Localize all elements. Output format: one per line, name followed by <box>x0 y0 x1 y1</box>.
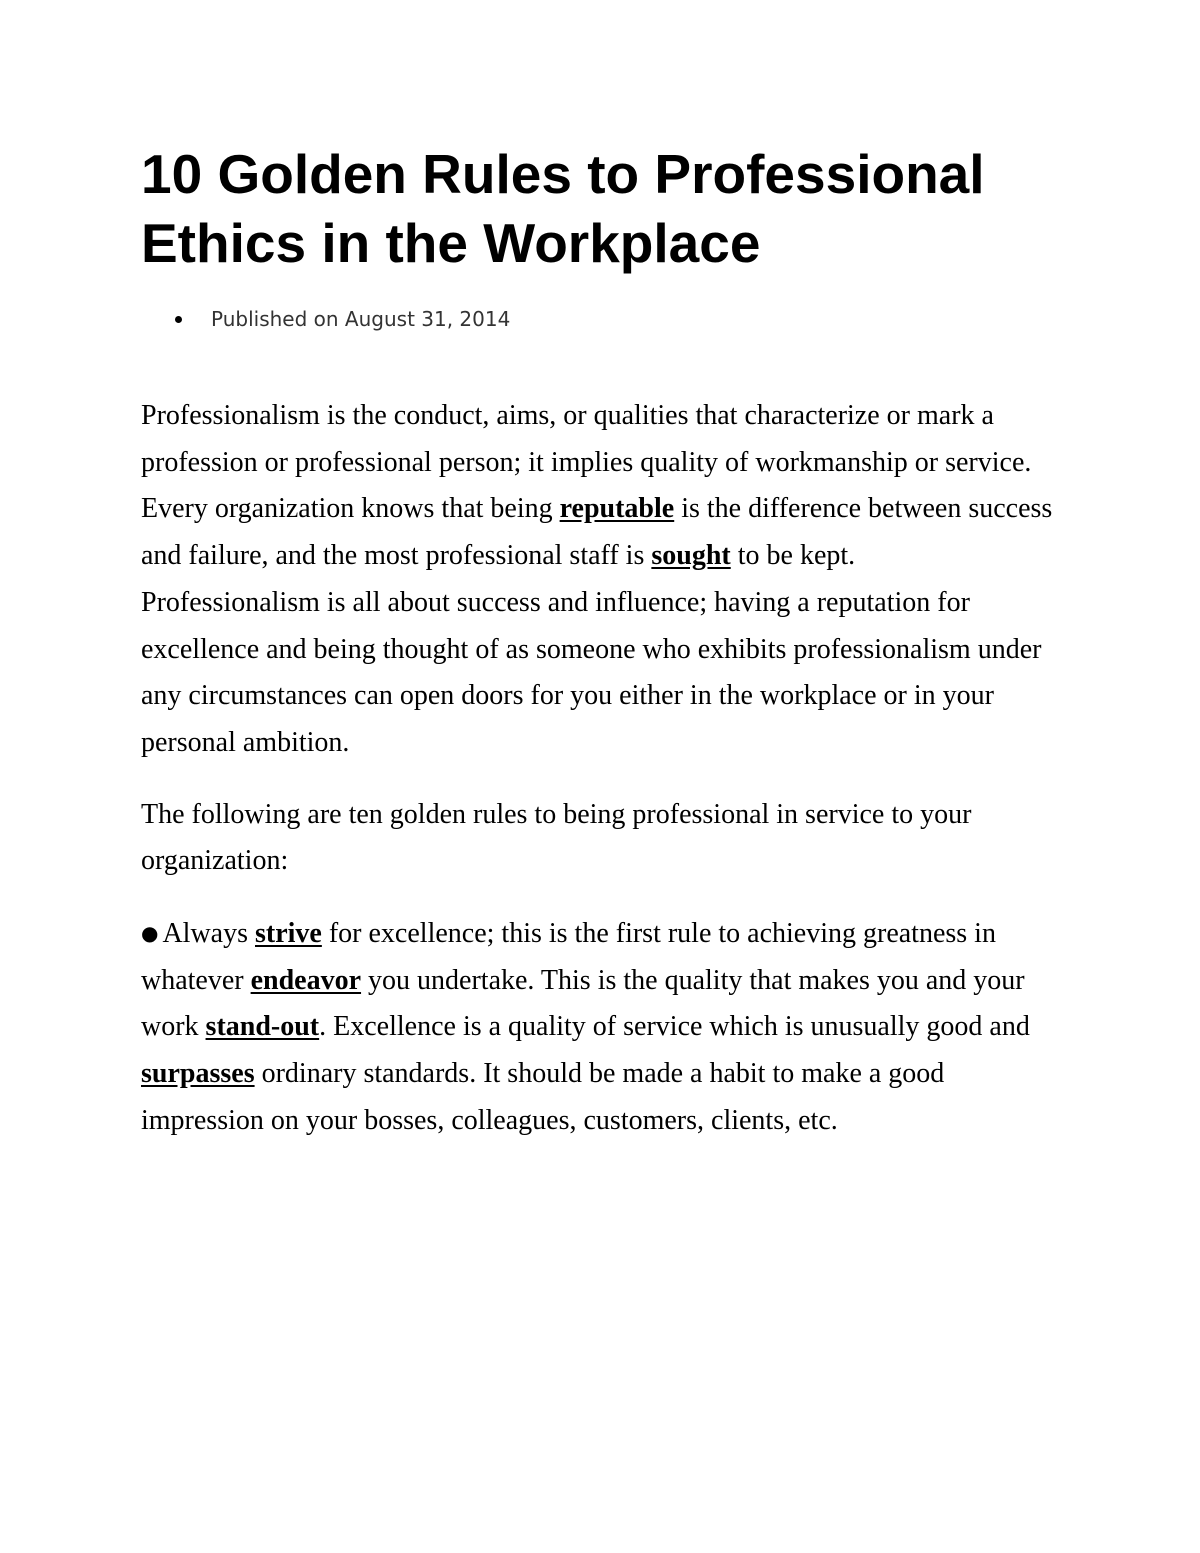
rule-1-text-b: for excellence; this is the first rule to achieving greatness in whatever <box>141 918 996 996</box>
rule-1-text-a: Always <box>162 918 255 950</box>
intro-paragraph <box>141 393 1071 767</box>
article-meta <box>141 304 1071 334</box>
intro-text-a: Professionalism is the conduct, aims, or qualities that characterize or mark a profession or professional person; it implies quality of workmanship or service. Every organization knows that being <box>141 400 1032 525</box>
bullet-icon: ● <box>141 921 159 946</box>
rule-1-text-c: you undertake. This is the quality that makes you and your work <box>141 964 1025 1043</box>
keyword-surpasses: surpasses <box>141 1058 255 1090</box>
article-content <box>141 140 1071 1145</box>
keyword-strive: strive <box>255 918 322 950</box>
keyword-sought: sought <box>651 540 731 572</box>
rule-1-text-d: . Excellence is a quality of service which is unusually good and <box>319 1011 1030 1043</box>
intro-second-paragraph: Professionalism is all about success and influence; having a reputation for excellence and being thought of as someone who exhibits professionalism under any circumstances can open doors for you either in the workplace or in your personal ambition. <box>141 586 1042 758</box>
published-date <box>141 304 1071 334</box>
rule-1-text-e: ordinary standards. It should be made a habit to make a good impression on your bosses, colleagues, customers, clients, etc. <box>141 1058 945 1136</box>
bullet-icon <box>175 316 182 323</box>
keyword-endeavor: endeavor <box>250 964 362 996</box>
keyword-stand-out: stand-out <box>205 1011 320 1043</box>
intro-text-b: is the difference between success and failure, and the most professional staff is <box>141 493 1053 572</box>
keyword-reputable: reputable <box>559 493 675 525</box>
published-date-text: Published on August 31, 2014 <box>211 307 511 331</box>
intro-text-c: to be kept. <box>730 540 856 572</box>
following-paragraph: The following are ten golden rules to being professional in service to your organization: <box>141 798 972 877</box>
article-title: 10 Golden Rules to Professional Ethics in the Workplace <box>141 143 985 274</box>
rule-1-paragraph <box>141 910 1071 1145</box>
